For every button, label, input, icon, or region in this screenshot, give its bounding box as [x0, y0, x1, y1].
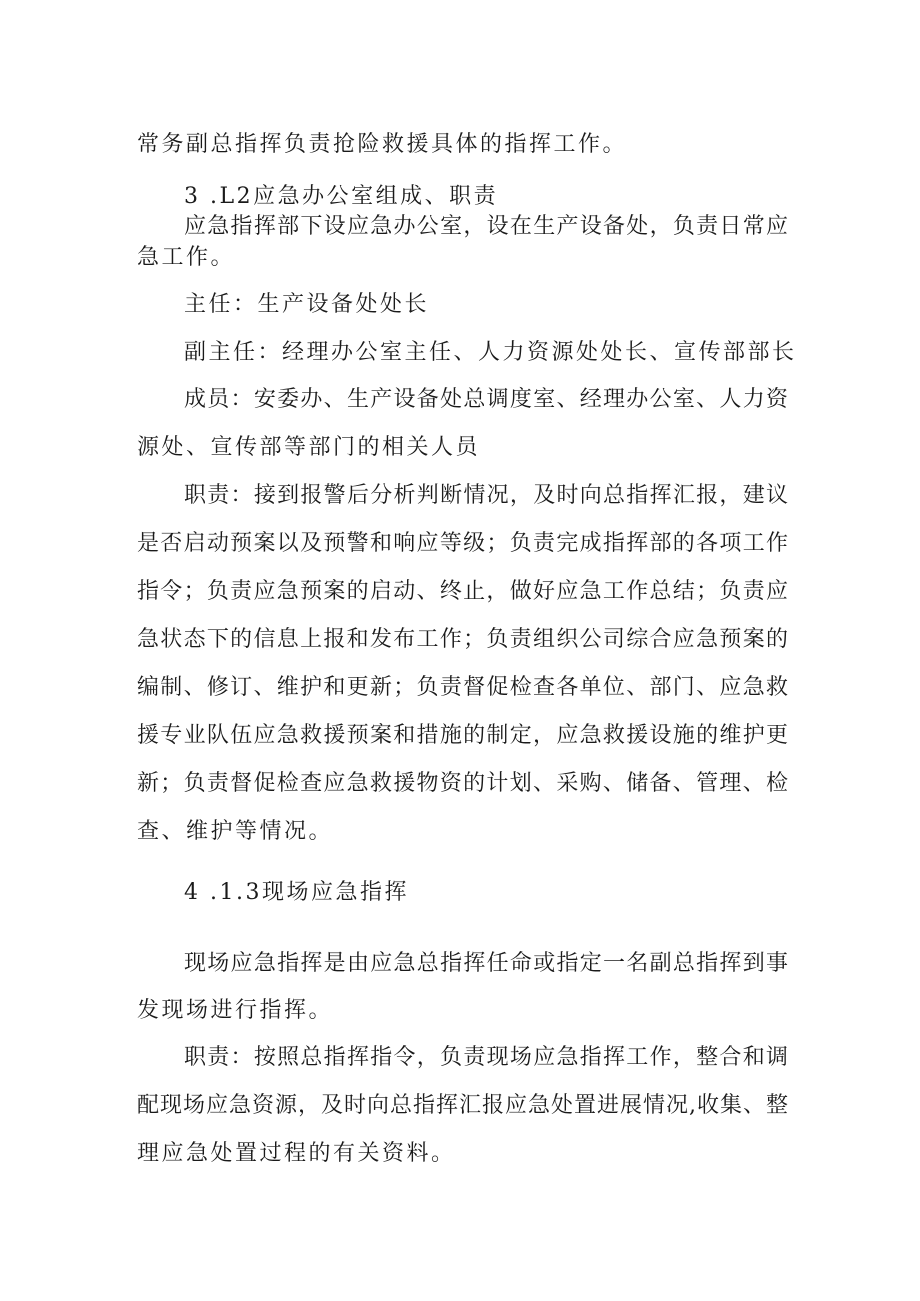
paragraph-line: 指令；负责应急预案的启动、终止，做好应急工作总结；负责应: [137, 579, 788, 604]
paragraph-line: 援专业队伍应急救援预案和措施的制定，应急救援设施的维护更: [137, 723, 788, 748]
director-line: 主任：生产设备处处长: [184, 292, 430, 317]
paragraph-line: 新；负责督促检查应急救援物资的计划、采购、储备、管理、检: [137, 771, 788, 796]
paragraph-line: 常务副总指挥负责抢险救援具体的指挥工作。: [137, 132, 628, 157]
paragraph-line: 理应急处置过程的有关资料。: [137, 1141, 456, 1166]
paragraph-line: 现场应急指挥是由应急总指挥任命或指定一名副总指挥到事: [184, 951, 788, 976]
duties-line: 职责：按照总指挥指令，负责现场应急指挥工作，整合和调: [184, 1045, 788, 1070]
duties-line: 职责：接到报警后分析判断情况，及时向总指挥汇报，建议: [184, 483, 788, 508]
paragraph-line: 急工作。: [137, 245, 236, 270]
paragraph-line: 源处、宣传部等部门的相关人员: [137, 435, 481, 460]
paragraph-line: 配现场应急资源，及时向总指挥汇报应急处置进展情况,收集、整: [137, 1093, 788, 1118]
members-line: 成员：安委办、生产设备处总调度室、经理办公室、人力资: [184, 387, 788, 412]
paragraph-line: 是否启动预案以及预警和响应等级；负责完成指挥部的各项工作: [137, 531, 788, 556]
section-heading-3-1-2: 3 .L2应急办公室组成、职责: [184, 184, 499, 209]
paragraph-line: 查、维护等情况。: [137, 819, 334, 844]
deputy-director-line: 副主任：经理办公室主任、人力资源处处长、宣传部部长: [184, 340, 797, 365]
paragraph-line: 编制、修订、维护和更新；负责督促检查各单位、部门、应急救: [137, 675, 788, 700]
paragraph-line: 发现场进行指挥。: [137, 998, 334, 1023]
paragraph-line: 急状态下的信息上报和发布工作；负责组织公司综合应急预案的: [137, 627, 788, 652]
section-heading-4-1-3: 4 .1.3现场应急指挥: [184, 880, 409, 905]
paragraph-line: 应急指挥部下设应急办公室，设在生产设备处，负责日常应: [184, 214, 788, 239]
